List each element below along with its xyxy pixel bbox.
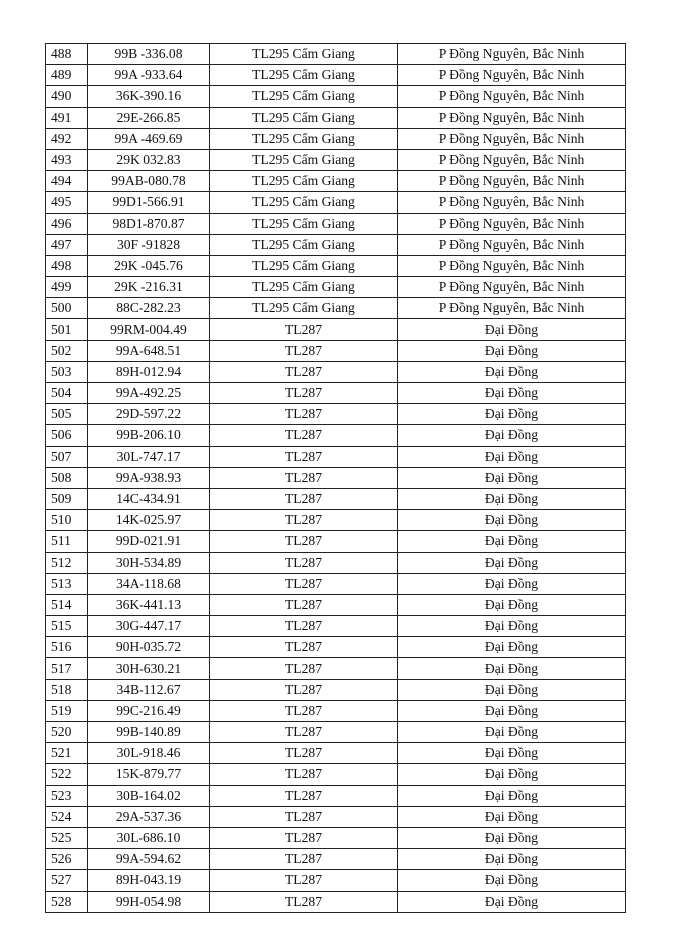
row-index-cell: 528 (46, 891, 88, 912)
route-cell: TL287 (210, 870, 398, 891)
table-row (46, 86, 626, 107)
row-index-cell: 516 (46, 637, 88, 658)
route-cell: TL295 Cẩm Giang (210, 171, 398, 192)
license-plate-cell: 29E-266.85 (88, 107, 210, 128)
table-row (46, 510, 626, 531)
route-cell: TL287 (210, 891, 398, 912)
license-plate-cell: 99RM-004.49 (88, 319, 210, 340)
license-plate-cell: 99B-206.10 (88, 425, 210, 446)
location-cell: Đại Đồng (398, 446, 626, 467)
table-row (46, 806, 626, 827)
license-plate-cell: 99H-054.98 (88, 891, 210, 912)
table-row (46, 298, 626, 319)
route-cell: TL287 (210, 658, 398, 679)
table-row (46, 764, 626, 785)
license-plate-cell: 99A-648.51 (88, 340, 210, 361)
document-page (45, 43, 625, 913)
license-plate-cell: 30L-686.10 (88, 827, 210, 848)
table-row (46, 404, 626, 425)
violation-table-body (46, 44, 626, 913)
row-index-cell: 500 (46, 298, 88, 319)
license-plate-cell: 99A -469.69 (88, 128, 210, 149)
row-index-cell: 515 (46, 616, 88, 637)
table-row (46, 637, 626, 658)
location-cell: Đại Đồng (398, 552, 626, 573)
location-cell: Đại Đồng (398, 785, 626, 806)
row-index-cell: 489 (46, 65, 88, 86)
route-cell: TL287 (210, 616, 398, 637)
location-cell: Đại Đồng (398, 658, 626, 679)
route-cell: TL287 (210, 467, 398, 488)
route-cell: TL287 (210, 700, 398, 721)
route-cell: TL295 Cẩm Giang (210, 65, 398, 86)
license-plate-cell: 29K 032.83 (88, 149, 210, 170)
route-cell: TL287 (210, 573, 398, 594)
row-index-cell: 513 (46, 573, 88, 594)
location-cell: Đại Đồng (398, 679, 626, 700)
table-row (46, 340, 626, 361)
table-row (46, 700, 626, 721)
row-index-cell: 506 (46, 425, 88, 446)
row-index-cell: 527 (46, 870, 88, 891)
license-plate-cell: 99C-216.49 (88, 700, 210, 721)
table-row (46, 616, 626, 637)
location-cell: Đại Đồng (398, 743, 626, 764)
table-row (46, 171, 626, 192)
location-cell: Đại Đồng (398, 764, 626, 785)
location-cell: P Đồng Nguyên, Bắc Ninh (398, 44, 626, 65)
route-cell: TL295 Cẩm Giang (210, 298, 398, 319)
route-cell: TL287 (210, 764, 398, 785)
row-index-cell: 493 (46, 149, 88, 170)
location-cell: Đại Đồng (398, 573, 626, 594)
location-cell: Đại Đồng (398, 637, 626, 658)
row-index-cell: 522 (46, 764, 88, 785)
table-row (46, 679, 626, 700)
license-plate-cell: 89H-043.19 (88, 870, 210, 891)
location-cell: Đại Đồng (398, 806, 626, 827)
route-cell: TL287 (210, 531, 398, 552)
row-index-cell: 511 (46, 531, 88, 552)
row-index-cell: 508 (46, 467, 88, 488)
table-row (46, 277, 626, 298)
table-row (46, 213, 626, 234)
route-cell: TL295 Cẩm Giang (210, 213, 398, 234)
table-row (46, 425, 626, 446)
license-plate-cell: 29K -216.31 (88, 277, 210, 298)
row-index-cell: 520 (46, 722, 88, 743)
license-plate-cell: 30F -91828 (88, 234, 210, 255)
license-plate-cell: 90H-035.72 (88, 637, 210, 658)
license-plate-cell: 36K-390.16 (88, 86, 210, 107)
location-cell: P Đồng Nguyên, Bắc Ninh (398, 107, 626, 128)
route-cell: TL287 (210, 319, 398, 340)
route-cell: TL287 (210, 552, 398, 573)
table-row (46, 827, 626, 848)
table-row (46, 849, 626, 870)
route-cell: TL295 Cẩm Giang (210, 149, 398, 170)
route-cell: TL287 (210, 637, 398, 658)
route-cell: TL287 (210, 404, 398, 425)
table-row (46, 552, 626, 573)
table-row (46, 531, 626, 552)
row-index-cell: 518 (46, 679, 88, 700)
row-index-cell: 497 (46, 234, 88, 255)
location-cell: Đại Đồng (398, 340, 626, 361)
location-cell: Đại Đồng (398, 722, 626, 743)
table-row (46, 488, 626, 509)
route-cell: TL295 Cẩm Giang (210, 234, 398, 255)
row-index-cell: 526 (46, 849, 88, 870)
location-cell: Đại Đồng (398, 467, 626, 488)
table-row (46, 594, 626, 615)
location-cell: P Đồng Nguyên, Bắc Ninh (398, 149, 626, 170)
route-cell: TL287 (210, 785, 398, 806)
location-cell: P Đồng Nguyên, Bắc Ninh (398, 192, 626, 213)
location-cell: P Đồng Nguyên, Bắc Ninh (398, 277, 626, 298)
location-cell: P Đồng Nguyên, Bắc Ninh (398, 128, 626, 149)
license-plate-cell: 98D1-870.87 (88, 213, 210, 234)
location-cell: Đại Đồng (398, 700, 626, 721)
table-row (46, 785, 626, 806)
row-index-cell: 519 (46, 700, 88, 721)
row-index-cell: 507 (46, 446, 88, 467)
location-cell: Đại Đồng (398, 404, 626, 425)
license-plate-cell: 88C-282.23 (88, 298, 210, 319)
row-index-cell: 509 (46, 488, 88, 509)
license-plate-cell: 99A-938.93 (88, 467, 210, 488)
location-cell: P Đồng Nguyên, Bắc Ninh (398, 255, 626, 276)
license-plate-cell: 30G-447.17 (88, 616, 210, 637)
route-cell: TL287 (210, 446, 398, 467)
route-cell: TL295 Cẩm Giang (210, 255, 398, 276)
license-plate-cell: 99D-021.91 (88, 531, 210, 552)
row-index-cell: 503 (46, 361, 88, 382)
row-index-cell: 523 (46, 785, 88, 806)
table-row (46, 870, 626, 891)
table-row (46, 234, 626, 255)
route-cell: TL287 (210, 594, 398, 615)
table-row (46, 65, 626, 86)
license-plate-cell: 99B -336.08 (88, 44, 210, 65)
route-cell: TL295 Cẩm Giang (210, 86, 398, 107)
row-index-cell: 512 (46, 552, 88, 573)
table-row (46, 743, 626, 764)
license-plate-cell: 99D1-566.91 (88, 192, 210, 213)
row-index-cell: 504 (46, 383, 88, 404)
location-cell: Đại Đồng (398, 849, 626, 870)
location-cell: Đại Đồng (398, 594, 626, 615)
violation-table (45, 43, 626, 913)
row-index-cell: 524 (46, 806, 88, 827)
table-row (46, 149, 626, 170)
license-plate-cell: 36K-441.13 (88, 594, 210, 615)
table-row (46, 44, 626, 65)
row-index-cell: 510 (46, 510, 88, 531)
table-row (46, 446, 626, 467)
table-row (46, 658, 626, 679)
route-cell: TL287 (210, 722, 398, 743)
location-cell: P Đồng Nguyên, Bắc Ninh (398, 234, 626, 255)
license-plate-cell: 14K-025.97 (88, 510, 210, 531)
license-plate-cell: 29K -045.76 (88, 255, 210, 276)
route-cell: TL295 Cẩm Giang (210, 277, 398, 298)
license-plate-cell: 99A-594.62 (88, 849, 210, 870)
license-plate-cell: 29A-537.36 (88, 806, 210, 827)
row-index-cell: 495 (46, 192, 88, 213)
route-cell: TL287 (210, 488, 398, 509)
location-cell: P Đồng Nguyên, Bắc Ninh (398, 65, 626, 86)
route-cell: TL295 Cẩm Giang (210, 44, 398, 65)
license-plate-cell: 89H-012.94 (88, 361, 210, 382)
location-cell: P Đồng Nguyên, Bắc Ninh (398, 298, 626, 319)
license-plate-cell: 29D-597.22 (88, 404, 210, 425)
table-row (46, 192, 626, 213)
row-index-cell: 517 (46, 658, 88, 679)
location-cell: P Đồng Nguyên, Bắc Ninh (398, 213, 626, 234)
row-index-cell: 501 (46, 319, 88, 340)
location-cell: P Đồng Nguyên, Bắc Ninh (398, 86, 626, 107)
route-cell: TL295 Cẩm Giang (210, 107, 398, 128)
row-index-cell: 494 (46, 171, 88, 192)
row-index-cell: 505 (46, 404, 88, 425)
table-row (46, 107, 626, 128)
table-row (46, 722, 626, 743)
table-row (46, 361, 626, 382)
table-row (46, 383, 626, 404)
table-row (46, 319, 626, 340)
location-cell: Đại Đồng (398, 616, 626, 637)
location-cell: P Đồng Nguyên, Bắc Ninh (398, 171, 626, 192)
license-plate-cell: 99AB-080.78 (88, 171, 210, 192)
location-cell: Đại Đồng (398, 425, 626, 446)
license-plate-cell: 99A -933.64 (88, 65, 210, 86)
row-index-cell: 492 (46, 128, 88, 149)
license-plate-cell: 99B-140.89 (88, 722, 210, 743)
route-cell: TL287 (210, 679, 398, 700)
location-cell: Đại Đồng (398, 827, 626, 848)
license-plate-cell: 30H-534.89 (88, 552, 210, 573)
row-index-cell: 496 (46, 213, 88, 234)
table-row (46, 255, 626, 276)
row-index-cell: 488 (46, 44, 88, 65)
license-plate-cell: 34B-112.67 (88, 679, 210, 700)
license-plate-cell: 30H-630.21 (88, 658, 210, 679)
location-cell: Đại Đồng (398, 319, 626, 340)
location-cell: Đại Đồng (398, 891, 626, 912)
route-cell: TL287 (210, 340, 398, 361)
route-cell: TL287 (210, 361, 398, 382)
license-plate-cell: 15K-879.77 (88, 764, 210, 785)
license-plate-cell: 30B-164.02 (88, 785, 210, 806)
route-cell: TL287 (210, 743, 398, 764)
location-cell: Đại Đồng (398, 488, 626, 509)
row-index-cell: 521 (46, 743, 88, 764)
license-plate-cell: 30L-918.46 (88, 743, 210, 764)
route-cell: TL295 Cẩm Giang (210, 128, 398, 149)
location-cell: Đại Đồng (398, 531, 626, 552)
table-row (46, 467, 626, 488)
row-index-cell: 514 (46, 594, 88, 615)
table-row (46, 128, 626, 149)
location-cell: Đại Đồng (398, 383, 626, 404)
row-index-cell: 491 (46, 107, 88, 128)
row-index-cell: 490 (46, 86, 88, 107)
license-plate-cell: 14C-434.91 (88, 488, 210, 509)
table-row (46, 573, 626, 594)
license-plate-cell: 99A-492.25 (88, 383, 210, 404)
table-row (46, 891, 626, 912)
location-cell: Đại Đồng (398, 870, 626, 891)
route-cell: TL287 (210, 827, 398, 848)
row-index-cell: 502 (46, 340, 88, 361)
license-plate-cell: 30L-747.17 (88, 446, 210, 467)
route-cell: TL295 Cẩm Giang (210, 192, 398, 213)
row-index-cell: 498 (46, 255, 88, 276)
route-cell: TL287 (210, 806, 398, 827)
location-cell: Đại Đồng (398, 510, 626, 531)
route-cell: TL287 (210, 849, 398, 870)
location-cell: Đại Đồng (398, 361, 626, 382)
route-cell: TL287 (210, 510, 398, 531)
row-index-cell: 499 (46, 277, 88, 298)
route-cell: TL287 (210, 425, 398, 446)
license-plate-cell: 34A-118.68 (88, 573, 210, 594)
row-index-cell: 525 (46, 827, 88, 848)
route-cell: TL287 (210, 383, 398, 404)
